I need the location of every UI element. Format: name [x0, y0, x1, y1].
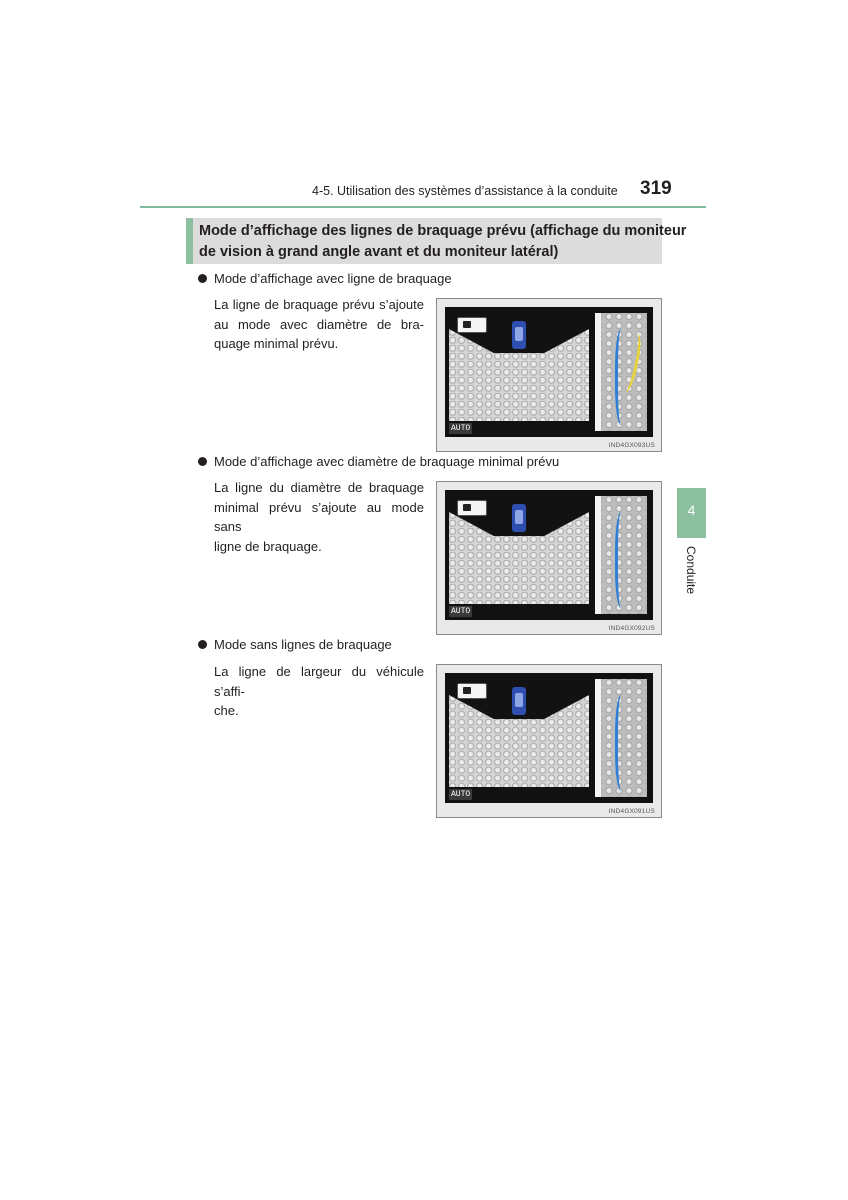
- auto-mode-label: AUTO: [451, 424, 471, 433]
- section-title: [186, 218, 687, 264]
- description-line: au mode avec diamètre de bra-: [214, 316, 424, 332]
- bullet-label: Mode sans lignes de braquage: [214, 637, 392, 652]
- description-line: che.: [214, 703, 239, 718]
- page-number: 319: [640, 178, 672, 199]
- description-line: La ligne du diamètre de braquage: [214, 480, 424, 495]
- bullet-dot-icon: [198, 274, 207, 283]
- image-code: IND4GX091US: [608, 808, 655, 815]
- view-mode-button-icon: [457, 683, 487, 699]
- view-mode-button-icon: [457, 317, 487, 333]
- monitor-screen: [445, 490, 653, 620]
- description-line: La ligne de braquage prévu s’ajoute: [214, 297, 424, 312]
- bullet-dot-icon: [198, 457, 207, 466]
- bullet-item: [198, 271, 452, 286]
- section-title-line-1: Mode d’affichage des lignes de braquage prévu (affichage du moniteur: [199, 223, 687, 239]
- image-code: IND4GX093US: [608, 442, 655, 449]
- side-view: [595, 496, 647, 614]
- bullet-label: Mode d’affichage avec ligne de braquage: [214, 271, 452, 286]
- chapter-label: Conduite: [684, 546, 698, 595]
- image-code: IND4GX092US: [608, 625, 655, 632]
- vehicle-icon: [512, 687, 526, 715]
- vehicle-icon: [512, 504, 526, 532]
- monitor-screenshot: [436, 481, 662, 635]
- vehicle-side-edge: [595, 679, 601, 797]
- auto-mode-label: AUTO: [451, 790, 471, 799]
- blue-guide-line: [615, 695, 630, 791]
- monitor-screenshot: [436, 298, 662, 452]
- bullet-label: Mode d’affichage avec diamètre de braquage minimal prévu: [214, 454, 560, 469]
- monitor-screen: [445, 673, 653, 803]
- front-wide-view: [449, 313, 589, 421]
- auto-mode-label: AUTO: [451, 607, 471, 616]
- bullet-item: [198, 454, 559, 469]
- blue-guide-line: [615, 512, 630, 608]
- chapter-tab: 4: [677, 488, 706, 538]
- monitor-screenshot: [436, 664, 662, 818]
- monitor-screen: [445, 307, 653, 437]
- bullet-item: [198, 637, 392, 652]
- description-line: minimal prévu s’ajoute au mode sans: [214, 499, 424, 534]
- vehicle-side-edge: [595, 313, 601, 431]
- vehicle-side-edge: [595, 496, 601, 614]
- vehicle-icon: [512, 321, 526, 349]
- side-view: [595, 313, 647, 431]
- item-description: [214, 662, 424, 721]
- description-line: quage minimal prévu.: [214, 336, 339, 351]
- front-wide-view: [449, 679, 589, 787]
- item-description: [214, 295, 424, 354]
- bullet-dot-icon: [198, 640, 207, 649]
- front-wide-view: [449, 496, 589, 604]
- section-title-line-2: de vision à grand angle avant et du moniteur latéral): [199, 244, 559, 260]
- description-line: ligne de braquage.: [214, 538, 322, 554]
- side-view: [595, 679, 647, 797]
- view-mode-button-icon: [457, 500, 487, 516]
- description-line: La ligne de largeur du véhicule s’affi-: [214, 664, 424, 699]
- item-description: [214, 478, 424, 556]
- header-section-title: 4-5. Utilisation des systèmes d’assistance à la conduite: [312, 184, 618, 198]
- header-rule: [140, 206, 706, 208]
